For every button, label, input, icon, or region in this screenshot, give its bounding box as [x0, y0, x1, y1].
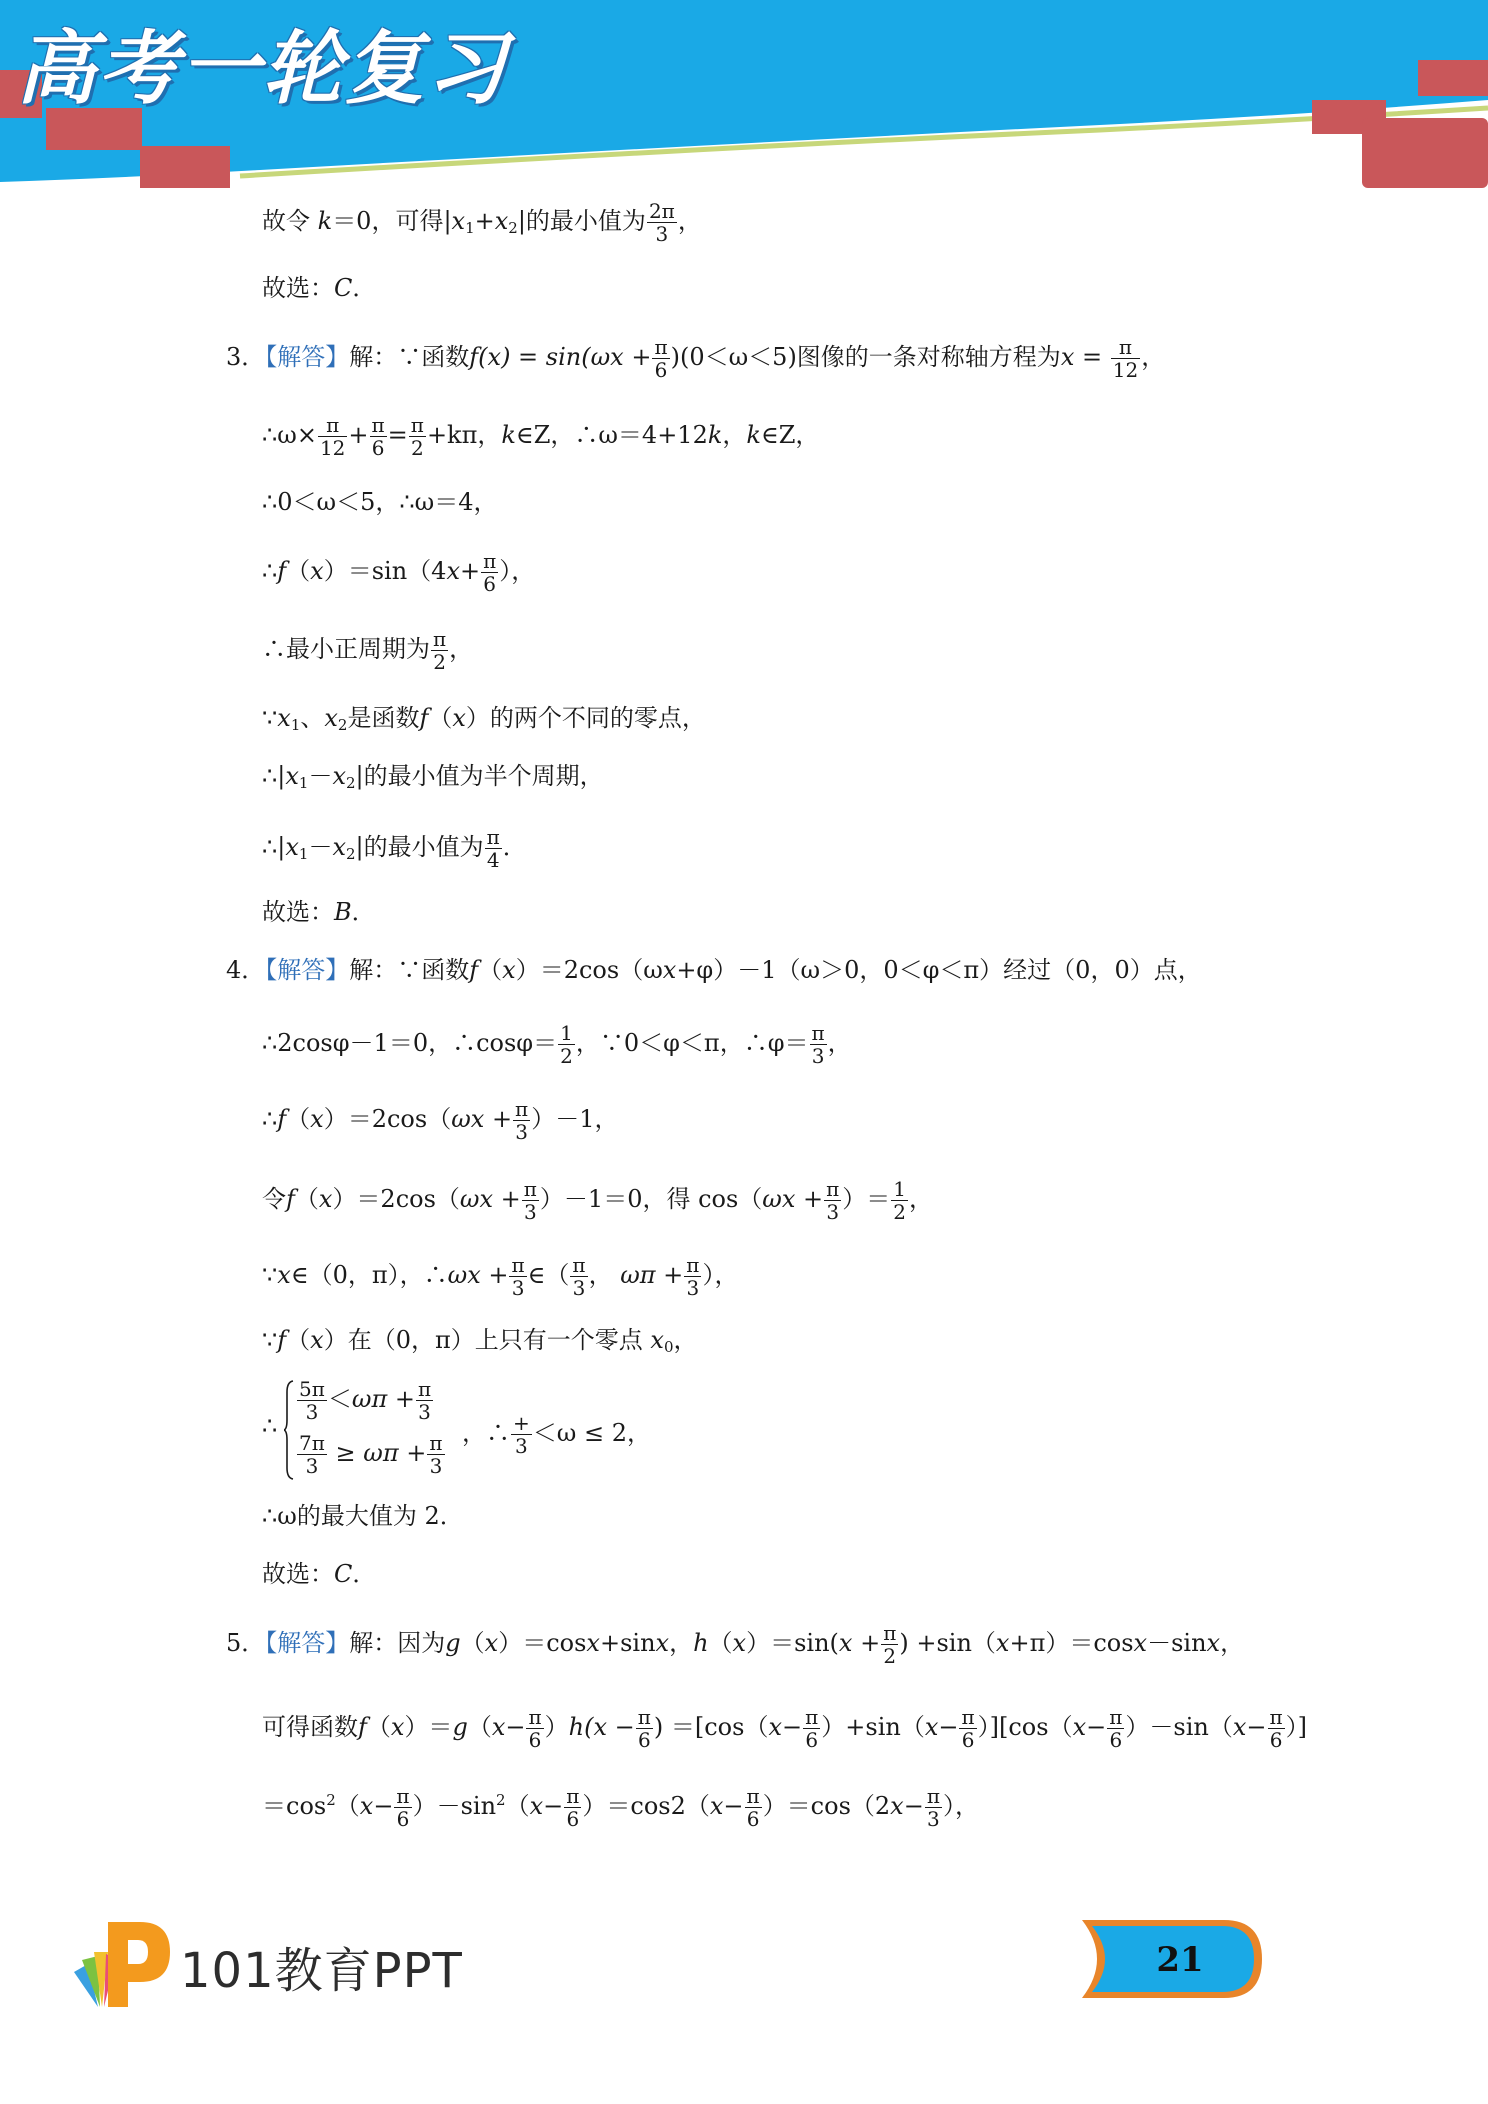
banner-red-block	[1362, 118, 1488, 188]
fraction: $\frac{1}{2}$	[560, 1021, 573, 1068]
fraction: $\frac{+}{3}$	[513, 1411, 530, 1458]
fraction: $\frac{\pi}{12}$	[319, 413, 346, 460]
fraction: $\frac{\pi}{6}$	[637, 1705, 651, 1752]
fraction: $\frac{\pi}{2}$	[433, 627, 447, 674]
q3-line-7: $\therefore|x_1-x_2|$的最小值为半个周期，	[262, 762, 604, 792]
q4-line-4: 令f（x）＝2cos（ωx + $\frac{\pi}{3}$ ）－1＝0，得 cos（ωx + $\frac{\pi}{3}$ ）＝ $\frac{1}{2}$ ，	[262, 1177, 934, 1224]
fraction: $\frac{\pi}{3}$	[429, 1431, 443, 1478]
fraction: $\frac{\pi}{6}$	[1109, 1705, 1123, 1752]
q3-line-3: ∴0＜ω＜5，∴ω＝4，	[262, 488, 498, 516]
fraction: $\frac{\pi}{3}$	[686, 1253, 700, 1300]
fraction: $\frac{\pi}{3}$	[523, 1177, 537, 1224]
banner-red-block	[1418, 60, 1488, 96]
inequality-system: ∴ $\frac{5\pi}{3}$ ＜ωπ + $\frac{\pi}{3}$ $\frac{7\pi}{3}$ ≥ ωπ + $\frac{\pi}{3}$ ，∴ $\frac{+}{3}$ ＜ω ≤ 2，	[262, 1377, 651, 1478]
fraction: $\frac{\pi}{2}$	[883, 1621, 897, 1668]
fraction: $\frac{\pi}{6}$	[746, 1784, 760, 1831]
q4-line-3: ∴f（x）＝2cos（ωx + $\frac{\pi}{3}$ ）－1，	[262, 1097, 619, 1144]
fraction: $\frac{\pi}{3}$	[417, 1377, 432, 1424]
fraction: $\frac{\pi}{6}$	[961, 1705, 975, 1752]
banner-red-block	[140, 146, 230, 188]
q4-line-5: ∵x∈（0，π），∴ωx + $\frac{\pi}{3}$ ∈（ $\frac{\pi}{3}$ ， ωπ + $\frac{\pi}{3}$ ），	[262, 1253, 739, 1300]
fraction: $\frac{\pi}{3}$	[572, 1253, 586, 1300]
fraction: $\frac{\pi}{6}$	[654, 335, 668, 382]
q3-line-2: ∴ω× $\frac{\pi}{12}$ + $\frac{\pi}{6}$ = $\frac{\pi}{2}$ +kπ，k∈Z，∴ω＝4+12k，k∈Z，	[262, 413, 820, 460]
fraction: $\frac{\pi}{6}$	[483, 549, 497, 596]
fraction: $\frac{1}{2}$	[893, 1177, 907, 1224]
q5-line-2: 可得函数f（x）＝g（x− $\frac{\pi}{6}$ ）h(x − $\frac{\pi}{6}$ ) ＝[cos（x− $\frac{\pi}{6}$ ）+sin（x− $\frac{\pi}{6}$ ）][cos（x− $\frac{\pi}{6}$ ）－sin（x− $\frac{\pi}{6}$ ）]	[262, 1705, 1308, 1752]
fraction: $\frac{2\pi}{3}$	[648, 199, 675, 246]
fraction: $\frac{5\pi}{3}$	[299, 1377, 325, 1424]
q3-line-5: ∴最小正周期为 $\frac{\pi}{2}$ ，	[262, 627, 474, 674]
fraction: $\frac{\pi}{12}$	[1112, 335, 1139, 382]
q2-answer: 故选：C．	[262, 274, 377, 302]
fraction: $\frac{\pi}{3}$	[826, 1177, 840, 1224]
system-row-1: $\frac{5\pi}{3}$ ＜ωπ + $\frac{\pi}{3}$	[299, 1377, 432, 1424]
system-result: ，∴ $\frac{+}{3}$ ＜ω ≤ 2，	[462, 1411, 651, 1458]
header-title: 高考一轮复习	[16, 22, 508, 115]
fraction: $\frac{\pi}{2}$	[410, 413, 424, 460]
brand-logo-text: 101教育PPT	[180, 1943, 463, 1999]
fraction: $\frac{\pi}{4}$	[486, 825, 500, 872]
q4-line-2: ∴2cosφ－1＝0，∴cosφ＝ $\frac{1}{2}$ ，∵0＜φ＜π，∴φ＝ $\frac{\pi}{3}$ ，	[262, 1021, 852, 1068]
page-number: 21	[1156, 1940, 1204, 1980]
q3-header: 3．【解答】解：∵函数f(x) = sin(ωx + $\frac{\pi}{6}$ )(0＜ω＜5)图像的一条对称轴方程为x = $\frac{\pi}{12}$ ，	[226, 335, 1166, 382]
left-brace	[284, 1380, 294, 1480]
fraction: $\frac{\pi}{3}$	[926, 1784, 940, 1831]
fraction: $\frac{7\pi}{3}$	[299, 1431, 325, 1478]
q2-line-1: 故令 k＝0，可得$|x_1+x_2|$的最小值为 $\frac{2\pi}{3}$ ，	[262, 199, 702, 246]
fraction: $\frac{\pi}{6}$	[396, 1784, 410, 1831]
q3-line-4: ∴f（x）＝sin（4x+ $\frac{\pi}{6}$ ），	[262, 549, 536, 596]
q4-answer: 故选：C．	[262, 1560, 377, 1588]
q3-line-6: $\because x_1$、$x_2$是函数f（x）的两个不同的零点，	[262, 704, 706, 734]
q3-answer: 故选：B．	[262, 898, 376, 926]
answer-tag: 【解答】	[265, 956, 350, 984]
fraction: $\frac{\pi}{3}$	[515, 1097, 529, 1144]
fraction: $\frac{\pi}{6}$	[371, 413, 385, 460]
q4-header: 4．【解答】解：∵函数f（x）＝2cos（ωx+φ）－1（ω＞0，0＜φ＜π）经过（0，0）点，	[226, 956, 1202, 984]
q5-header: 5．【解答】解：因为g（x）＝cosx+sinx，h（x）＝sin(x + $\frac{\pi}{2}$ ) +sin（x+π）＝cosx－sinx，	[226, 1621, 1245, 1668]
q3-line-8: $\therefore|x_1-x_2|$的最小值为 $\frac{\pi}{4}$ ．	[262, 825, 527, 872]
answer-tag: 【解答】	[265, 343, 350, 371]
fraction: $\frac{\pi}{6}$	[566, 1784, 580, 1831]
fraction: $\frac{\pi}{6}$	[805, 1705, 819, 1752]
fraction: $\frac{\pi}{3}$	[811, 1021, 825, 1068]
q4-line-6: ∵f（x）在（0，π）上只有一个零点 $x_0$，	[262, 1326, 698, 1356]
brand-logo-icon	[68, 1912, 178, 2012]
fraction: $\frac{\pi}{6}$	[1269, 1705, 1283, 1752]
q4-line-8: ∴ω的最大值为 2．	[262, 1502, 464, 1530]
fraction: $\frac{\pi}{6}$	[528, 1705, 542, 1752]
system-row-2: $\frac{7\pi}{3}$ ≥ ωπ + $\frac{\pi}{3}$	[299, 1431, 443, 1478]
fraction: $\frac{\pi}{3}$	[511, 1253, 525, 1300]
answer-tag: 【解答】	[265, 1629, 350, 1657]
q5-line-3: $=\cos^2(x-$ $\frac{\pi}{6}$ ）$-\sin^2(x-$ $\frac{\pi}{6}$ ）＝cos2（x− $\frac{\pi}{6}$ ）＝cos（2x− $\frac{\pi}{3}$ ），	[262, 1784, 979, 1831]
